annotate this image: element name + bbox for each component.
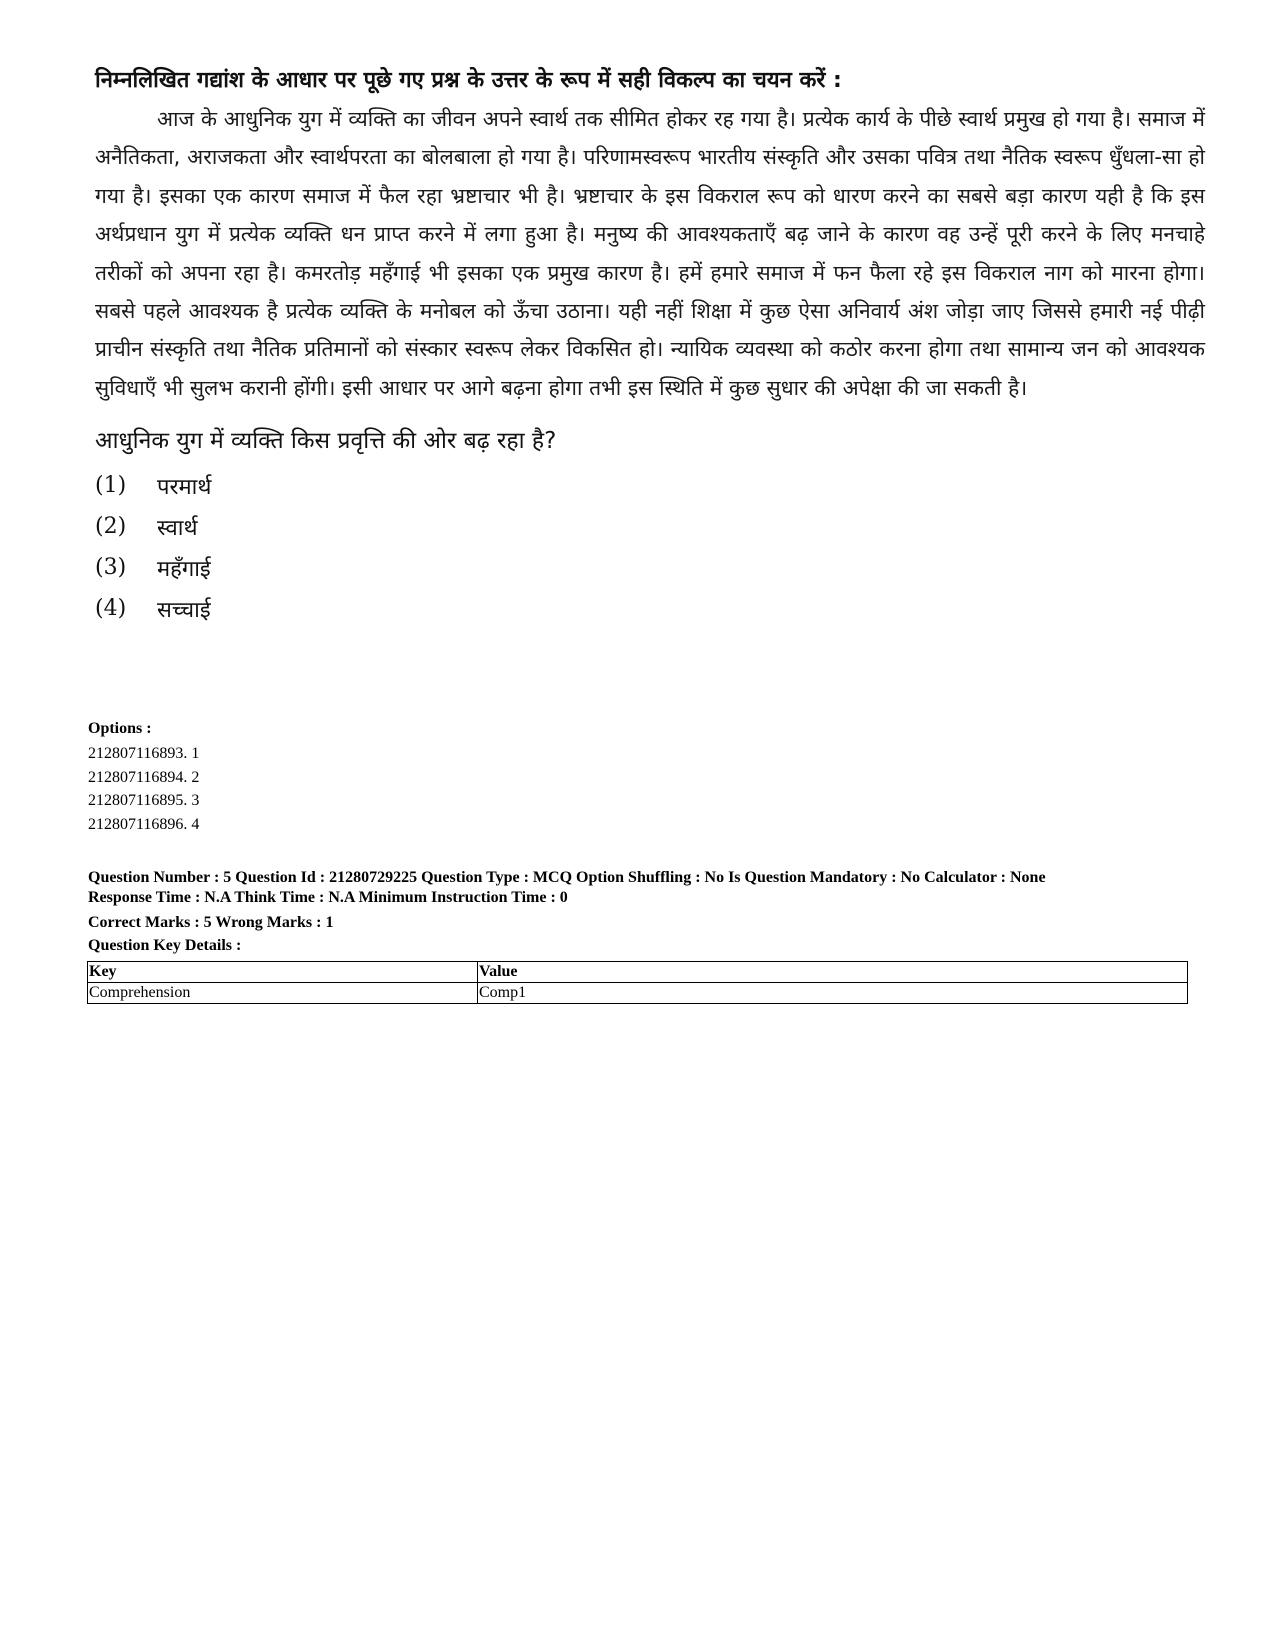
key-details-title: Question Key Details : (88, 937, 242, 954)
table-header-row (88, 962, 1188, 983)
option-id-item: 212807116895. 3 (88, 792, 200, 809)
hindi-option-list (95, 465, 1205, 629)
hindi-question-image (95, 62, 1205, 629)
table-header-value: Value (478, 962, 1188, 983)
hindi-option-2 (95, 506, 1205, 547)
option-text: महँगाई (157, 556, 211, 582)
marks-line: Correct Marks : 5 Wrong Marks : 1 (88, 914, 334, 931)
question-text: आधुनिक युग में व्यक्ति किस प्रवृत्ति की ओर बढ़ रहा है? (95, 428, 557, 455)
hindi-option-3 (95, 547, 1205, 588)
option-id-list (88, 742, 1188, 836)
option-number: (4) (95, 596, 127, 622)
table-cell-value: Comp1 (478, 983, 1188, 1004)
option-number: (2) (95, 514, 127, 540)
hindi-option-4 (95, 588, 1205, 629)
option-number: (3) (95, 555, 127, 581)
question-info-line-2: Response Time : N.A Think Time : N.A Minimum Instruction Time : 0 (88, 889, 568, 906)
option-text: सच्चाई (157, 597, 211, 623)
instruction-heading: निम्नलिखित गद्यांश के आधार पर पूछे गए प्रश्न के उत्तर के रूप में सही विकल्प का चयन करें : (95, 68, 842, 93)
option-id-item: 212807116894. 2 (88, 768, 200, 786)
options-title: Options : (88, 720, 152, 737)
table-header-key: Key (88, 962, 478, 983)
question-info-line-1: Question Number : 5 Question Id : 21280729225 Question Type : MCQ Option Shuffling : No Is Question Mandatory : No Calculator : None (88, 869, 1046, 886)
comprehension-passage: आज के आधुनिक युग में व्यक्ति का जीवन अपने स्वार्थ तक सीमित होकर रह गया है। प्रत्येक कार्य के पीछे स्वार्थ प्रमुख हो गया है। समाज में अनैतिकता, अराजकता और स्वार्थपरता का बोलबाला हो गया है। परिणामस्वरूप भारतीय संस्कृति और उसका पवित्र तथा नैतिक स्वरूप धुँधला-सा हो गया है। इसका एक कारण समाज में फैल रहा भ्रष्टाचार भी है। भ्रष्टाचार के इस विकराल रूप को धारण करने का सबसे बड़ा कारण यही है कि इस अर्थप्रधान युग में प्रत्येक व्यक्ति धन प्राप्त करने में लगा हुआ है। मनुष्य की आवश्यकताएँ बढ़ जाने के कारण वह उन्हें पूरी करने के लिए मनचाहे तरीकों को अपना रहा है। कमरतोड़ महँगाई भी इसका एक प्रमुख कारण है। हमें हमारे समाज में फन फैला रहे इस विकराल नाग को मारना होगा। सबसे पहले आवश्यक है प्रत्येक व्यक्ति के मनोबल को ऊँचा उठाना। यही नहीं शिक्षा में कुछ ऐसा अनिवार्य अंश जोड़ा जाए जिससे हमारी नई पीढ़ी प्राचीन संस्कृति तथा नैतिक प्रतिमानों को संस्कार स्वरूप लेकर विकसित हो। न्यायिक व्यवस्था को कठोर करना होगा तथा सामान्य जन को आवश्यक सुविधाएँ भी सुलभ करानी होंगी। इसी आधार पर आगे बढ़ना होगा तभी इस स्थिति में कुछ सुधार की अपेक्षा की जा सकती है। (95, 107, 1205, 400)
key-details-table (87, 961, 1188, 1004)
table-cell-key: Comprehension (88, 983, 478, 1004)
option-text: स्वार्थ (157, 515, 198, 541)
hindi-option-1 (95, 465, 1205, 506)
table-row (88, 983, 1188, 1004)
option-text: परमार्थ (157, 474, 212, 500)
question-info (88, 868, 1188, 908)
option-id-item: 212807116896. 4 (88, 815, 200, 833)
question-metadata (88, 718, 1188, 1004)
option-number: (1) (95, 473, 127, 499)
option-id-item: 212807116893. 1 (88, 745, 200, 762)
